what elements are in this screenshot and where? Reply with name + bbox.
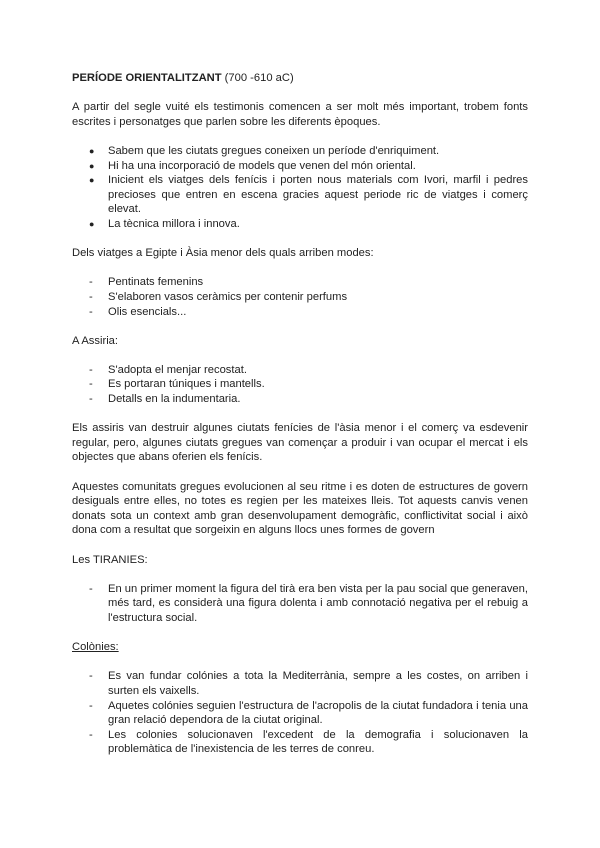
bullet-icon: ●: [89, 160, 95, 171]
dash-icon: -: [89, 378, 93, 391]
list-item: [72, 582, 528, 626]
list-item-text: Es portaran túniques i mantells.: [108, 378, 265, 391]
list-item: [72, 159, 528, 174]
list-item: [72, 173, 528, 217]
colonies-list: [72, 669, 528, 757]
dash-icon: -: [89, 582, 93, 595]
list-item: [72, 305, 528, 320]
dash-icon: -: [89, 276, 93, 289]
list-item-text: Aquetes colónies seguien l'estructura de l'acropolis de la ciutat fundadora i tenia una gran relació dependora de la ciutat original.: [108, 699, 528, 727]
list-item-text: Hi ha una incorporació de models que venen del món oriental.: [108, 159, 416, 172]
list-item-text: Sabem que les ciutats gregues coneixen un període d'enriquiment.: [108, 144, 440, 157]
list-item: [72, 275, 528, 290]
dash-icon: -: [89, 670, 93, 683]
egipte-list: [72, 275, 528, 319]
tiranies-heading: Les TIRANIES:: [72, 553, 148, 566]
list-item-text: La tècnica millora i innova.: [108, 217, 240, 230]
dash-icon: -: [89, 699, 93, 712]
assiris-paragraph: Els assiris van destruir algunes ciutats fenícies de l'àsia menor i el comerç va esdevenir regular, pero, algunes ciutats gregues van començar a produir i van ocupar el mercat i els objectes que abans oferien els fenícis.: [72, 422, 528, 464]
bullet-icon: ●: [89, 175, 95, 186]
list-item-text: Inicient els viatges dels fenícis i porten nous materials com Ivori, marfil i pedres precioses que entren en escena gracies aquest periode ric de viatges i comerç elevat.: [108, 174, 528, 216]
comunitats-paragraph: Aquestes comunitats gregues evolucionen al seu ritme i es doten de estructures de govern desiguals entre elles, no totes es regien per les mateixes lleis. Tot aquests canvis venen donats sota un context amb gran desenvolupament demogràfic, conflictivitat social i això dona com a resultat que sorgeixin en alguns llocs unes formes de govern: [72, 480, 528, 537]
intro-paragraph: A partir del segle vuité els testimonis comencen a ser molt més important, trobem fonts escrites i personatges que parlen sobre les diferents èpoques.: [72, 101, 528, 128]
list-item: [72, 363, 528, 378]
document-content: [72, 71, 528, 757]
list-item: [72, 669, 528, 698]
bullet-icon: ●: [89, 145, 95, 156]
egipte-heading: Dels viatges a Egipte i Àsia menor dels quals arriben modes:: [72, 247, 374, 260]
list-item-text: S'adopta el menjar recostat.: [108, 363, 247, 376]
list-item-text: Olis esencials...: [108, 305, 187, 318]
section-title-dates: (700 -610 aC): [221, 72, 294, 84]
list-item-text: S'elaboren vasos ceràmics per contenir perfums: [108, 290, 348, 303]
list-item-text: Pentinats femenins: [108, 276, 204, 289]
list-item-text: En un primer moment la figura del tirà era ben vista per la pau social que generaven, més tard, es considerà una figura dolenta i amb connotació negativa per el rebuig a l'estructura social.: [108, 582, 528, 624]
intro-bullet-list: [72, 144, 528, 232]
list-item: [72, 217, 528, 232]
tiranies-list: [72, 582, 528, 626]
list-item-text: Detalls en la indumentaria.: [108, 393, 241, 406]
bullet-icon: ●: [89, 218, 95, 229]
list-item: [72, 144, 528, 159]
list-item: [72, 728, 528, 757]
dash-icon: -: [89, 393, 93, 406]
list-item: [72, 699, 528, 728]
dash-icon: -: [89, 290, 93, 303]
list-item-text: Les colonies solucionaven l'excedent de la demografia i solucionaven la problemàtica de l'inexistencia de les terres de conreu.: [108, 728, 528, 756]
list-item: [72, 392, 528, 407]
list-item: [72, 290, 528, 305]
list-item: [72, 377, 528, 392]
assiria-list: [72, 363, 528, 407]
dash-icon: -: [89, 305, 93, 318]
dash-icon: -: [89, 363, 93, 376]
dash-icon: -: [89, 728, 93, 741]
colonies-heading: Colònies:: [72, 641, 119, 654]
assiria-heading: A Assiria:: [72, 334, 119, 347]
section-title: [72, 71, 528, 86]
list-item-text: Es van fundar colónies a tota la Mediterrània, sempre a les costes, on arriben i surten els vaixells.: [108, 670, 528, 697]
section-title-bold: PERÍODE ORIENTALITZANT: [72, 72, 222, 84]
